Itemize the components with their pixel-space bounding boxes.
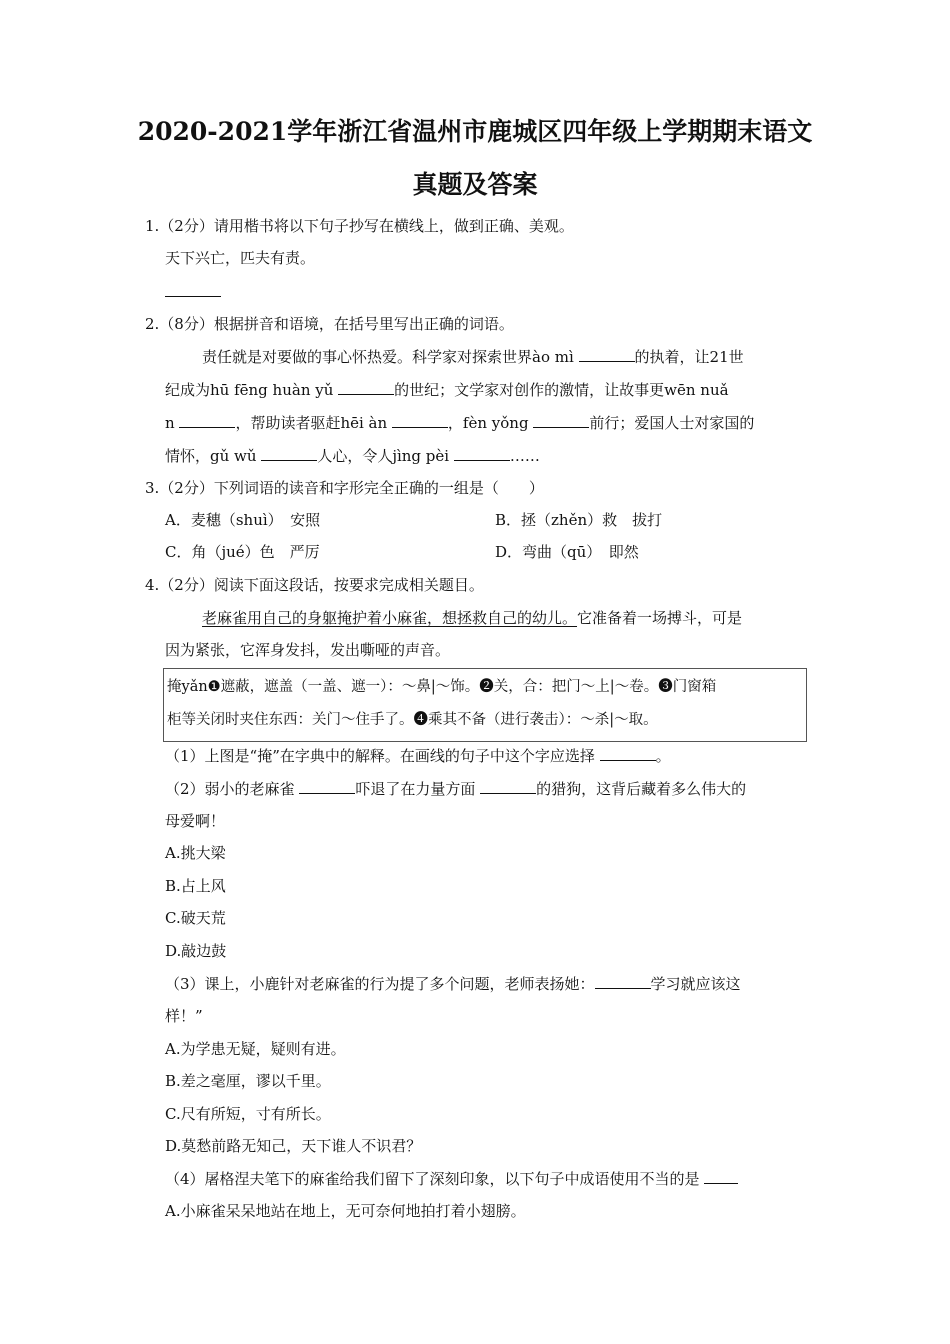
q4-sub1-blank[interactable] — [600, 746, 656, 761]
q4-sub2-option-d[interactable]: D.敲边鼓 — [165, 942, 227, 960]
q2-para-line4 — [165, 446, 540, 466]
q4-sub2-text: 的猎狗，这背后藏着多么伟大的 — [536, 780, 747, 798]
q4-sub2-text: （2）弱小的老麻雀 — [165, 780, 300, 798]
q4-sub3-option-a[interactable]: A.为学患无疑，疑则有进。 — [165, 1040, 346, 1058]
q4-sub2-option-b[interactable]: B.占上风 — [165, 877, 226, 895]
dictionary-entry-line1: 掩yǎn❶遮蔽，遮盖（一盖、遮一）：～鼻|～饰。❷关，合：把门～上|～卷。❸门窗箱 — [167, 679, 717, 695]
q4-sub3-text: （3）课上，小鹿针对老麻雀的行为提了多个问题，老师表扬她： — [165, 975, 595, 993]
q4-stem: 4.（2分）阅读下面这段话，按要求完成相关题目。 — [145, 576, 484, 594]
q4-sub4-text: （4）屠格涅夫笔下的麻雀给我们留下了深刻印象，以下句子中成语使用不当的是 — [165, 1170, 705, 1188]
q2-blank-fenyong[interactable] — [533, 413, 589, 428]
doc-title-line2: 真题及答案 — [412, 170, 538, 199]
q4-sub2-option-c[interactable]: C.破天荒 — [165, 909, 226, 927]
q3-option-c[interactable]: C．角（jué）色 严厉 — [165, 543, 320, 561]
q2-para-line2 — [165, 380, 729, 400]
dictionary-entry-line2: 柜等关闭时夹住东西：关门～住手了。❹乘其不备（进行袭击）：～杀|～取。 — [167, 712, 658, 728]
q1-answer-blank[interactable] — [165, 282, 221, 302]
q4-passage-line2: 因为紧张，它浑身发抖，发出嘶哑的声音。 — [165, 641, 451, 659]
q2-text: 的世纪；文学家对创作的激情，让故事更wēn nuǎ — [394, 381, 729, 399]
q4-sub4 — [165, 1169, 738, 1189]
doc-title-line1: 2020-2021学年浙江省温州市鹿城区四年级上学期期末语文 — [137, 117, 813, 146]
q4-sub4-option-a[interactable]: A.小麻雀呆呆地站在地上，无可奈何地拍打着小翅膀。 — [165, 1202, 526, 1220]
q2-stem: 2.（8分）根据拼音和语境，在括号里写出正确的词语。 — [145, 315, 514, 333]
q4-sub2-blank1[interactable] — [299, 779, 355, 794]
q2-para-line1 — [202, 347, 744, 367]
q2-blank-jingpei[interactable] — [454, 446, 510, 461]
q3-option-b[interactable]: B．拯（zhěn）救 拔打 — [495, 511, 663, 529]
q4-sub3-cont: 样！” — [165, 1007, 203, 1025]
q2-blank-hufenghuanyu[interactable] — [338, 380, 394, 395]
q4-sub1-text: 。 — [655, 747, 671, 765]
q2-text: 的执着，让21世 — [634, 348, 744, 366]
q2-para-line3 — [165, 413, 754, 433]
q4-sub3-blank[interactable] — [595, 974, 651, 989]
q2-text: n — [165, 414, 180, 432]
q4-sub3-option-b[interactable]: B.差之毫厘，谬以千里。 — [165, 1072, 331, 1090]
q4-passage-line1 — [202, 608, 742, 628]
q2-text: ，fèn yǒng — [447, 414, 534, 432]
q2-text: …… — [509, 447, 540, 465]
q4-passage-text: 它准备着一场搏斗，可是 — [577, 609, 743, 627]
q4-sub3-option-c[interactable]: C.尺有所短，寸有所长。 — [165, 1105, 331, 1123]
q2-text: 责任就是对要做的事心怀热爱。科学家对探索世界ào mì — [202, 348, 579, 366]
q4-sub3 — [165, 974, 741, 994]
q4-sub2-option-a[interactable]: A.挑大梁 — [165, 844, 226, 862]
q2-text: 情怀，gǔ wǔ — [165, 447, 262, 465]
q2-blank-wennuan[interactable] — [179, 413, 235, 428]
q2-blank-heian[interactable] — [392, 413, 448, 428]
q3-option-a[interactable]: A．麦穗（shuì） 安照 — [165, 511, 321, 529]
q2-text: 纪成为hū fēng huàn yǔ — [165, 381, 339, 399]
q1-sentence: 天下兴亡，匹夫有责。 — [165, 249, 316, 267]
q2-blank-aomi[interactable] — [579, 347, 635, 362]
q4-sub3-text: 学习就应该这 — [650, 975, 741, 993]
q2-text: 前行；爱国人士对家国的 — [589, 414, 755, 432]
q4-sub1 — [165, 746, 671, 766]
q2-blank-guwu[interactable] — [261, 446, 317, 461]
q2-text: 人心，令人jìng pèi — [317, 447, 454, 465]
q2-text: ，帮助读者驱赶hēi àn — [235, 414, 392, 432]
q4-sub3-option-d[interactable]: D.莫愁前路无知己，天下谁人不识君？ — [165, 1137, 422, 1155]
q4-sub1-text: （1）上图是“掩”在字典中的解释。在画线的句子中这个字应选择 — [165, 747, 600, 765]
q4-sub4-blank[interactable] — [704, 1169, 738, 1184]
q4-sub2-text: 吓退了在力量方面 — [355, 780, 481, 798]
q3-stem: 3.（2分）下列词语的读音和字形完全正确的一组是（ ） — [145, 479, 544, 497]
q4-underlined-sentence: 老麻雀用自己的身躯掩护着小麻雀，想拯救自己的幼儿。 — [202, 609, 578, 627]
q4-sub2-cont: 母爱啊！ — [165, 812, 226, 830]
q3-option-d[interactable]: D．弯曲（qū） 即然 — [495, 543, 639, 561]
q1-stem: 1.（2分）请用楷书将以下句子抄写在横线上，做到正确、美观。 — [145, 217, 574, 235]
q4-sub2-blank2[interactable] — [480, 779, 536, 794]
q4-sub2 — [165, 779, 746, 799]
